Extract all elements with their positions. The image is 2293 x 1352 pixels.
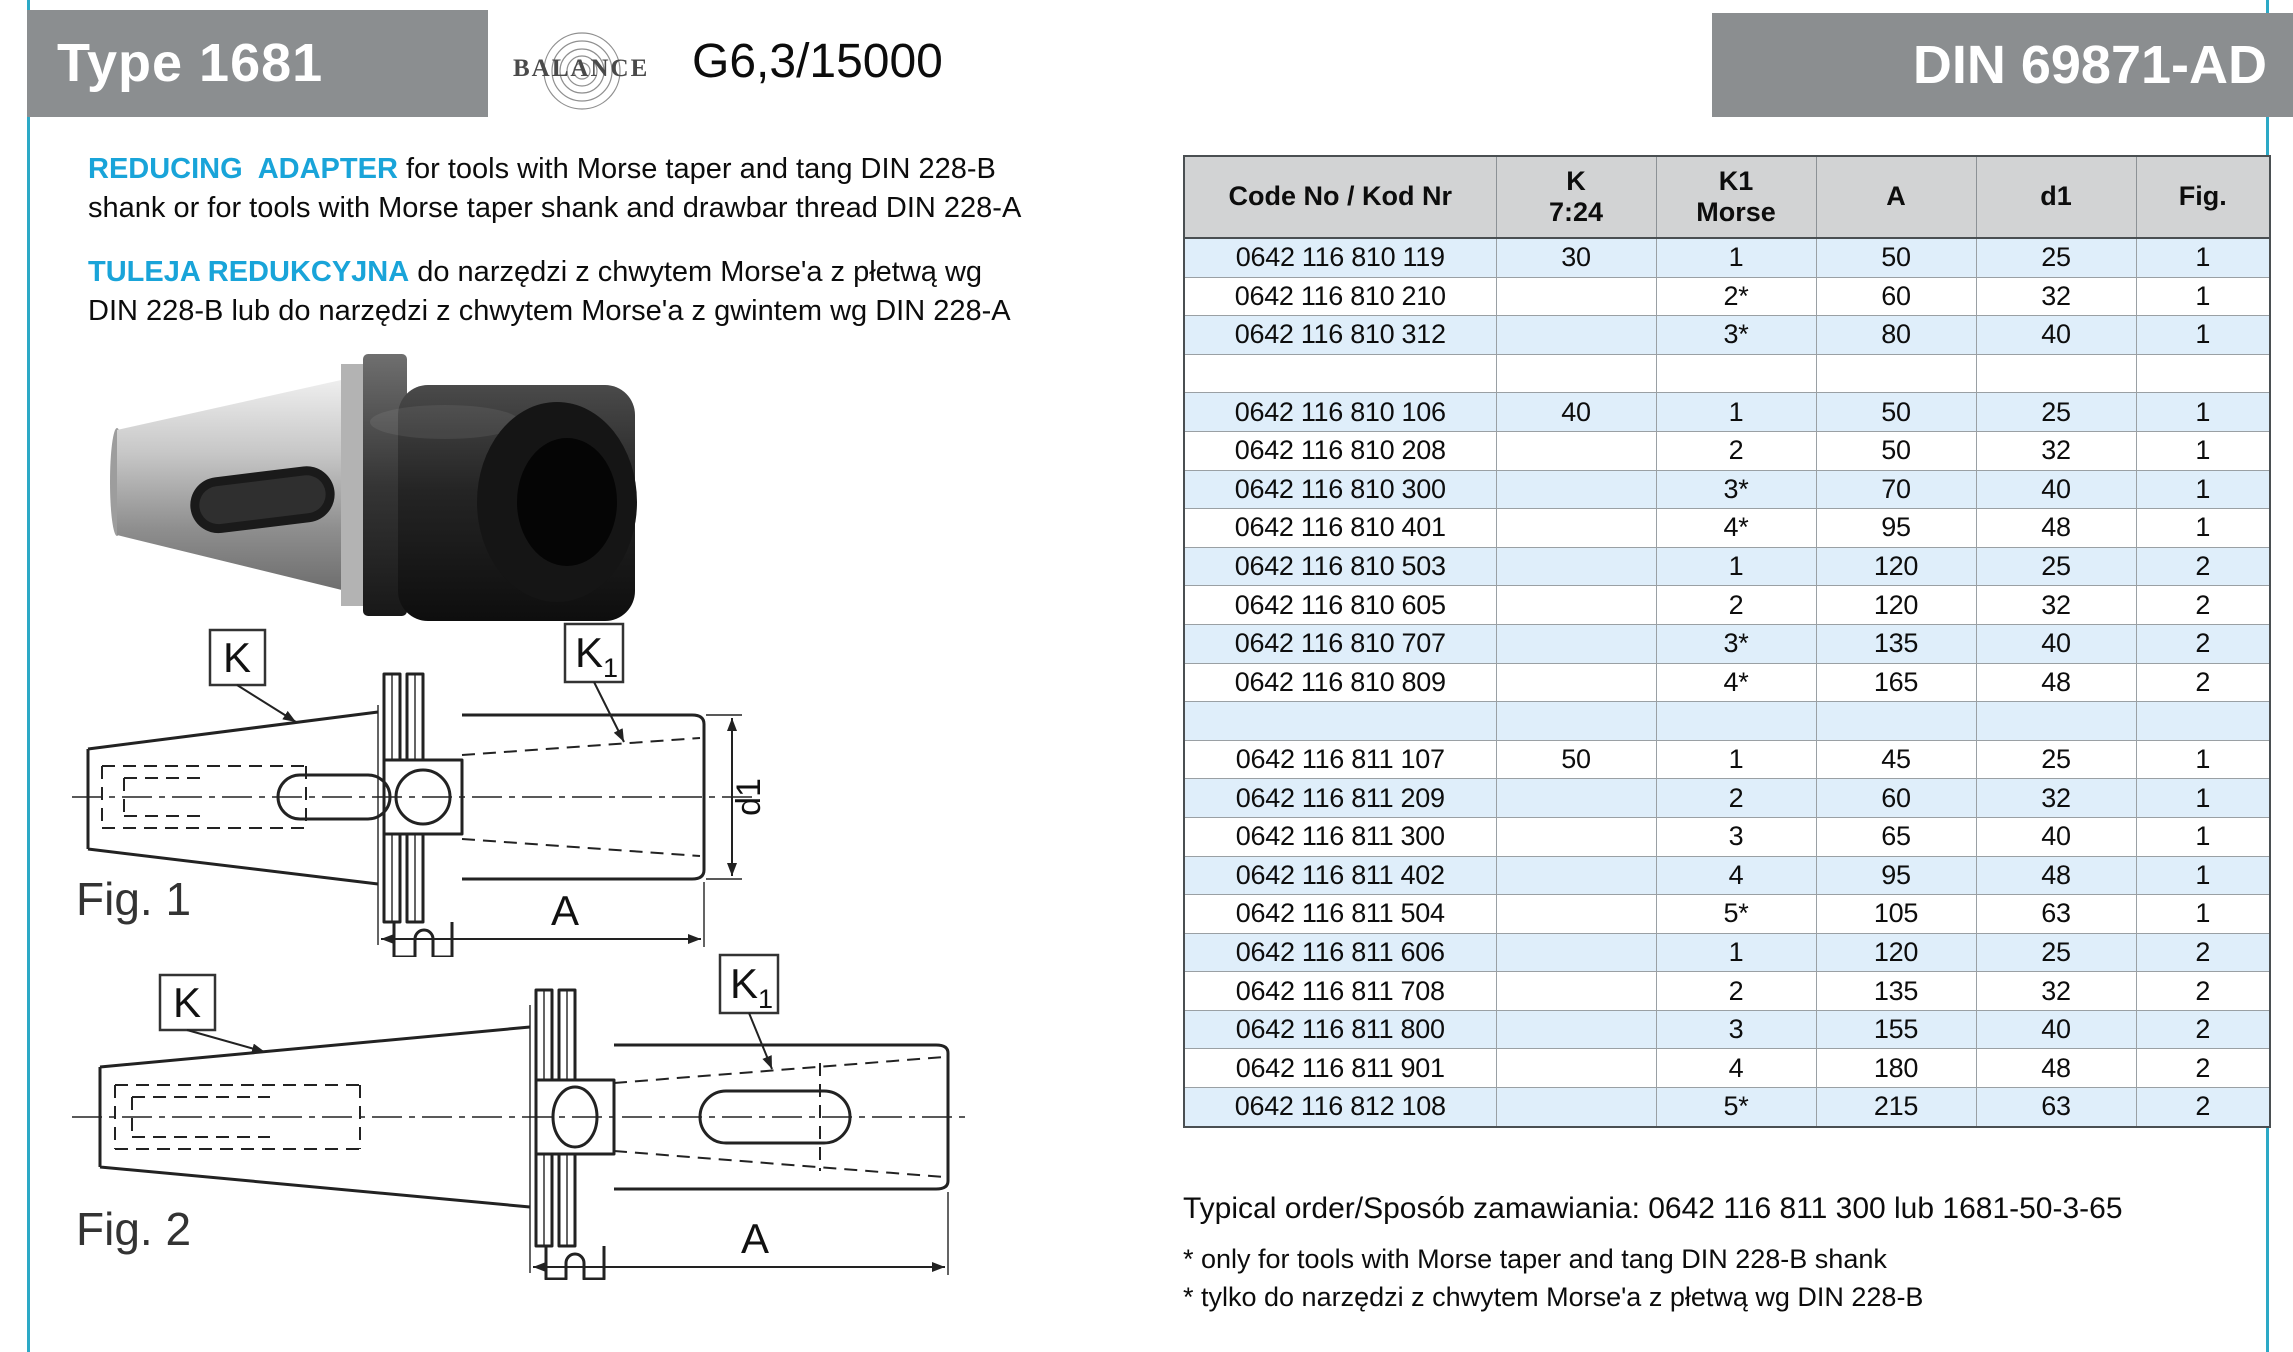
cell-d1: 48 <box>1976 1049 2136 1088</box>
cell-k1 <box>1656 702 1816 741</box>
cell-fig: 1 <box>2136 470 2270 509</box>
cell-k1: 2 <box>1656 586 1816 625</box>
cell-a: 155 <box>1816 1010 1976 1049</box>
k-label <box>160 975 265 1052</box>
description-block <box>88 150 1173 356</box>
cell-k <box>1496 547 1656 586</box>
table-row <box>1184 393 2270 432</box>
flange <box>384 674 462 957</box>
cell-fig: 2 <box>2136 972 2270 1011</box>
col-header-d1: d1 <box>1976 156 2136 238</box>
description-pl-line2: DIN 228-B lub do narzędzi z chwytem Morse'a z gwintem wg DIN 228-A <box>88 295 1011 328</box>
cell-k1: 2 <box>1656 972 1816 1011</box>
table-row <box>1184 1010 2270 1049</box>
cell-d1: 40 <box>1976 1010 2136 1049</box>
k1-label-sub: 1 <box>603 653 619 683</box>
cell-k: 30 <box>1496 238 1656 277</box>
bore-hole <box>517 438 617 566</box>
cell-code: 0642 116 810 208 <box>1184 431 1496 470</box>
cell-k1: 3 <box>1656 1010 1816 1049</box>
cell-a: 65 <box>1816 817 1976 856</box>
col-header-code: Code No / Kod Nr <box>1184 156 1496 238</box>
cell-k <box>1496 1049 1656 1088</box>
footnotes <box>1183 1240 2283 1317</box>
cell-k <box>1496 431 1656 470</box>
cell-a: 135 <box>1816 624 1976 663</box>
cell-d1: 25 <box>1976 547 2136 586</box>
table-row <box>1184 1049 2270 1088</box>
table-row <box>1184 238 2270 277</box>
cell-code: 0642 116 811 300 <box>1184 817 1496 856</box>
cell-a: 60 <box>1816 779 1976 818</box>
cell-k <box>1496 817 1656 856</box>
cell-d1: 40 <box>1976 316 2136 355</box>
table-row <box>1184 1088 2270 1127</box>
sleeve-highlight <box>370 405 520 439</box>
a-dimension <box>381 882 704 947</box>
cell-code: 0642 116 810 210 <box>1184 277 1496 316</box>
cell-a <box>1816 702 1976 741</box>
cell-k: 40 <box>1496 393 1656 432</box>
cell-code: 0642 116 811 107 <box>1184 740 1496 779</box>
cell-d1: 25 <box>1976 393 2136 432</box>
cell-d1: 32 <box>1976 586 2136 625</box>
description-en <box>88 150 1173 229</box>
col-header-k1: K1 Morse <box>1656 156 1816 238</box>
cell-d1 <box>1976 354 2136 393</box>
cell-fig: 1 <box>2136 238 2270 277</box>
cell-code: 0642 116 810 605 <box>1184 586 1496 625</box>
cell-d1: 63 <box>1976 895 2136 934</box>
table-row <box>1184 624 2270 663</box>
cell-k1: 4* <box>1656 509 1816 548</box>
k1-label-base: K <box>575 629 604 676</box>
fig1-drawing <box>60 612 770 957</box>
cell-d1: 25 <box>1976 933 2136 972</box>
balance-grade-value: G6,3/15000 <box>692 35 943 88</box>
description-en-line2: shank or for tools with Morse taper shank and drawbar thread DIN 228-A <box>88 192 1022 225</box>
cell-code: 0642 116 811 901 <box>1184 1049 1496 1088</box>
cell-d1: 63 <box>1976 1088 2136 1127</box>
cell-fig: 2 <box>2136 586 2270 625</box>
balance-logo <box>507 26 682 118</box>
cell-k1: 4 <box>1656 856 1816 895</box>
cell-k: 50 <box>1496 740 1656 779</box>
cell-k1: 3 <box>1656 817 1816 856</box>
cell-a: 120 <box>1816 586 1976 625</box>
cell-d1: 40 <box>1976 624 2136 663</box>
cell-a: 165 <box>1816 663 1976 702</box>
col-header-a: A <box>1816 156 1976 238</box>
table-row <box>1184 933 2270 972</box>
cell-a: 60 <box>1816 277 1976 316</box>
cell-code: 0642 116 811 209 <box>1184 779 1496 818</box>
cell-d1: 32 <box>1976 277 2136 316</box>
cell-k <box>1496 624 1656 663</box>
cell-k1: 1 <box>1656 238 1816 277</box>
cell-k <box>1496 663 1656 702</box>
taper-outline <box>88 712 378 884</box>
cell-code <box>1184 702 1496 741</box>
cell-d1: 32 <box>1976 779 2136 818</box>
cell-fig: 1 <box>2136 431 2270 470</box>
col-header-fig: Fig. <box>2136 156 2270 238</box>
cell-k1: 1 <box>1656 740 1816 779</box>
k-label-text: K <box>172 979 202 1026</box>
fig2-caption: Fig. 2 <box>76 1203 192 1255</box>
cell-d1: 32 <box>1976 972 2136 1011</box>
k-label <box>210 630 296 722</box>
cell-k1: 4 <box>1656 1049 1816 1088</box>
cell-fig: 1 <box>2136 779 2270 818</box>
cell-d1: 48 <box>1976 856 2136 895</box>
k1-label <box>720 955 778 1069</box>
cell-a: 80 <box>1816 316 1976 355</box>
cell-a: 95 <box>1816 856 1976 895</box>
table-row <box>1184 431 2270 470</box>
cell-d1: 25 <box>1976 238 2136 277</box>
cell-a: 135 <box>1816 972 1976 1011</box>
cell-code: 0642 116 810 106 <box>1184 393 1496 432</box>
cell-k <box>1496 856 1656 895</box>
description-pl <box>88 253 1173 332</box>
cell-code: 0642 116 810 809 <box>1184 663 1496 702</box>
cell-a: 95 <box>1816 509 1976 548</box>
cell-k <box>1496 470 1656 509</box>
cell-code: 0642 116 811 606 <box>1184 933 1496 972</box>
cell-fig: 2 <box>2136 547 2270 586</box>
cell-fig: 1 <box>2136 509 2270 548</box>
cell-fig: 2 <box>2136 1088 2270 1127</box>
cell-fig: 1 <box>2136 277 2270 316</box>
cell-k <box>1496 509 1656 548</box>
spec-table <box>1183 155 2271 1128</box>
table-row <box>1184 586 2270 625</box>
din-label: DIN 69871-AD <box>1912 35 2267 95</box>
cell-a: 180 <box>1816 1049 1976 1088</box>
cell-a: 120 <box>1816 547 1976 586</box>
cell-k1: 1 <box>1656 547 1816 586</box>
cell-k1: 3* <box>1656 470 1816 509</box>
table-row <box>1184 547 2270 586</box>
cell-a: 105 <box>1816 895 1976 934</box>
product-photo <box>95 330 655 642</box>
cell-code: 0642 116 811 708 <box>1184 972 1496 1011</box>
a-dimension-text: A <box>740 1215 770 1262</box>
footnote-en: * only for tools with Morse taper and tang DIN 228-B shank <box>1183 1244 1887 1274</box>
description-pl-title: TULEJA REDUKCYJNA <box>88 255 410 288</box>
table-row <box>1184 316 2270 355</box>
spec-table-body <box>1184 238 2270 1127</box>
cell-fig: 1 <box>2136 856 2270 895</box>
cell-d1: 40 <box>1976 817 2136 856</box>
cell-k1: 3* <box>1656 316 1816 355</box>
cell-d1: 48 <box>1976 663 2136 702</box>
description-pl-line1: do narzędzi z chwytem Morse'a z płetwą wg <box>409 255 983 288</box>
cell-k1: 1 <box>1656 393 1816 432</box>
cell-fig: 1 <box>2136 817 2270 856</box>
cell-code <box>1184 354 1496 393</box>
cell-fig: 2 <box>2136 1010 2270 1049</box>
cell-k1: 2 <box>1656 431 1816 470</box>
cell-fig: 2 <box>2136 624 2270 663</box>
type-header-box <box>27 10 488 117</box>
fig2-drawing <box>60 945 980 1280</box>
k-label-text: K <box>222 634 252 681</box>
cell-a: 45 <box>1816 740 1976 779</box>
cell-code: 0642 116 810 300 <box>1184 470 1496 509</box>
cell-a: 50 <box>1816 393 1976 432</box>
k1-label <box>565 624 624 742</box>
cell-k <box>1496 586 1656 625</box>
cell-k <box>1496 702 1656 741</box>
cell-fig: 2 <box>2136 933 2270 972</box>
cell-k <box>1496 933 1656 972</box>
d1-dimension-text: d1 <box>730 778 768 816</box>
cell-code: 0642 116 810 312 <box>1184 316 1496 355</box>
a-dimension-text: A <box>550 887 580 934</box>
spec-table-header <box>1184 156 2270 238</box>
cell-k <box>1496 895 1656 934</box>
cell-code: 0642 116 810 707 <box>1184 624 1496 663</box>
cell-a: 50 <box>1816 431 1976 470</box>
typical-order-line: Typical order/Sposób zamawiania: 0642 116 811 300 lub 1681-50-3-65 <box>1183 1192 2123 1225</box>
table-row <box>1184 509 2270 548</box>
table-row <box>1184 817 2270 856</box>
k1-label-base: K <box>730 960 759 1007</box>
table-row <box>1184 895 2270 934</box>
cell-a: 50 <box>1816 238 1976 277</box>
cell-fig: 1 <box>2136 740 2270 779</box>
cell-d1: 32 <box>1976 431 2136 470</box>
tang <box>546 1246 604 1279</box>
table-row <box>1184 740 2270 779</box>
type-label: Type 1681 <box>57 33 324 93</box>
cell-k1: 5* <box>1656 895 1816 934</box>
table-row <box>1184 277 2270 316</box>
cell-code: 0642 116 811 504 <box>1184 895 1496 934</box>
table-row <box>1184 856 2270 895</box>
cell-code: 0642 116 811 800 <box>1184 1010 1496 1049</box>
cell-k1: 5* <box>1656 1088 1816 1127</box>
fig1-caption: Fig. 1 <box>76 873 192 925</box>
cell-d1: 40 <box>1976 470 2136 509</box>
cell-k <box>1496 354 1656 393</box>
cell-k1: 3* <box>1656 624 1816 663</box>
cell-k <box>1496 1088 1656 1127</box>
cell-k <box>1496 316 1656 355</box>
flange <box>536 990 614 1279</box>
table-row <box>1184 354 2270 393</box>
cell-code: 0642 116 811 402 <box>1184 856 1496 895</box>
cell-code: 0642 116 810 401 <box>1184 509 1496 548</box>
cell-a: 70 <box>1816 470 1976 509</box>
cell-code: 0642 116 810 503 <box>1184 547 1496 586</box>
cell-k1: 2* <box>1656 277 1816 316</box>
description-en-line1: for tools with Morse taper and tang DIN 228-B <box>397 153 996 185</box>
cell-k <box>1496 1010 1656 1049</box>
table-row <box>1184 972 2270 1011</box>
cell-d1 <box>1976 702 2136 741</box>
table-row <box>1184 702 2270 741</box>
cell-code: 0642 116 812 108 <box>1184 1088 1496 1127</box>
left-accent-rule <box>27 0 30 1352</box>
cell-a <box>1816 354 1976 393</box>
cell-fig <box>2136 702 2270 741</box>
cell-a: 120 <box>1816 933 1976 972</box>
cell-fig <box>2136 354 2270 393</box>
col-header-k: K 7:24 <box>1496 156 1656 238</box>
k1-label-sub: 1 <box>758 984 774 1014</box>
cell-fig: 2 <box>2136 1049 2270 1088</box>
cell-fig: 2 <box>2136 663 2270 702</box>
footnote-pl: * tylko do narzędzi z chwytem Morse'a z płetwą wg DIN 228-B <box>1183 1282 1924 1313</box>
table-row <box>1184 779 2270 818</box>
cell-a: 215 <box>1816 1088 1976 1127</box>
cell-k1: 1 <box>1656 933 1816 972</box>
cell-k1: 4* <box>1656 663 1816 702</box>
cell-d1: 25 <box>1976 740 2136 779</box>
cell-fig: 1 <box>2136 316 2270 355</box>
cell-k <box>1496 779 1656 818</box>
balance-wordmark: BALANCE <box>513 55 650 82</box>
cell-k1 <box>1656 354 1816 393</box>
cell-k <box>1496 277 1656 316</box>
description-en-title: REDUCING ADAPTER <box>88 153 398 185</box>
cell-k <box>1496 972 1656 1011</box>
table-row <box>1184 470 2270 509</box>
cell-k1: 2 <box>1656 779 1816 818</box>
din-header-box <box>1712 13 2293 117</box>
cell-code: 0642 116 810 119 <box>1184 238 1496 277</box>
cell-d1: 48 <box>1976 509 2136 548</box>
cell-fig: 1 <box>2136 393 2270 432</box>
cell-fig: 1 <box>2136 895 2270 934</box>
table-row <box>1184 663 2270 702</box>
